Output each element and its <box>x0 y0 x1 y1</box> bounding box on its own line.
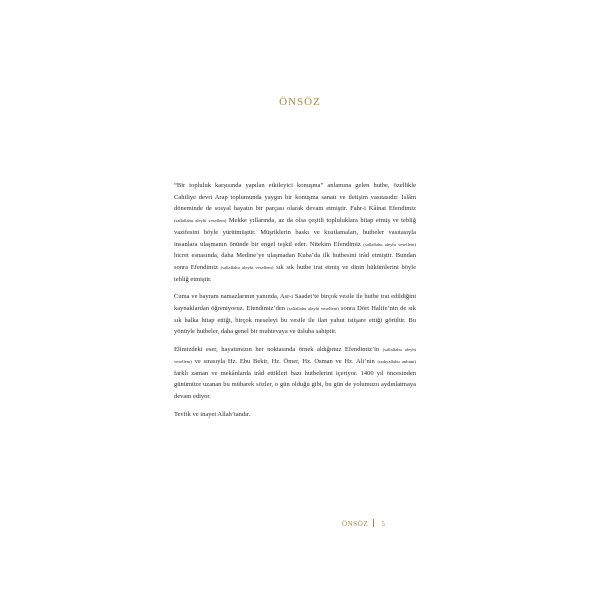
paragraph <box>174 409 416 421</box>
honorific-text: (sallallahu aleyhi vesellem) <box>174 218 227 224</box>
paragraph <box>174 291 416 338</box>
paragraph-text: “Bir topluluk karşısında yapılan etkileyici konuşma” anlamına gelen hutbe, özellikle Cahiliye devri Arap toplumunda yaygın bir konuşma sanatı ve iletişim vasıtasıdır. İslâm döneminde de sosyal hayatın bir parçası olarak devam etmiştir. Fahr-i Kâinat Efendimiz <box>174 182 416 213</box>
body-text <box>174 180 416 426</box>
honorific-text: (sallallahu aleyhi vesellem) <box>287 306 339 312</box>
paragraph <box>174 344 416 403</box>
paragraph-text: Elimizdeki eser, hayatımızın her noktasında örnek aldığımız Efendimiz’in <box>174 346 383 354</box>
paragraph-text: Cuma ve bayram namazlarının yanında, Asr-ı Saadet’te birçok vesile ile hutbe irat edildiğini kaynaklardan öğreniyoruz. Efendimiz’den <box>174 293 416 313</box>
footer-section-label: ÖNSÖZ <box>342 520 369 528</box>
paragraph-text: sık sık hutbe irat etmiş ve dinin hükümlerini böyle tebliğ etmiştir. <box>174 263 417 283</box>
paragraph-text: Tevfik ve inayet Allah’tandır. <box>174 410 251 418</box>
honorific-text: (radıyallahu anhüm) <box>377 358 416 364</box>
footer-divider <box>373 519 374 527</box>
paragraph-text: ve sırasıyla Hz. Ebu Bekir, Hz. Ömer, Hz. Osman ve Hz. Ali’nin <box>191 357 378 365</box>
honorific-text: (sallallahu aleyhi vesellem) <box>363 241 416 247</box>
honorific-text: (sallallahu aleyhi vesellem) <box>174 347 416 364</box>
paragraph-text: hicret esnasında, daha Medine’ye ulaşmadan Kuba’da ilk hutbesini irâd etmiştir. Bundan sonra Efendimiz <box>174 252 416 271</box>
paragraph <box>174 180 416 285</box>
page-number: 5 <box>381 520 386 528</box>
paragraph-text: Mekke yıllarında, az da olsa çeşitli topluluklara hitap etmiş ve tebliğ vazifesini böyle yürütmüştür. Müşriklerin baskı ve kısıtlamaları, hutbeler vasıtasıyla insanlara ulaşmanın önünde bir engel teşkil eder. Nitekim Efendimiz <box>174 217 416 248</box>
paragraph-text: sonra Dört Halife’nin de sık sık halka hitap ettiği, birçok meseleyi bu vesile ile ilan yahut istişare ettiği görülür. Bu yönüyle hutbeler, daha genel bir muhtevaya ve üsluba sahiptir. <box>174 305 416 336</box>
page-footer <box>342 519 385 528</box>
page-title: ÖNSÖZ <box>279 96 321 108</box>
paragraph-text: farklı zaman ve mekânlarda irâd ettikleri bazı hutbelerini içeriyor. 1400 yıl öncesinden günümüze uzanan bu mübarek sözler, o gün olduğu gibi, bu gün de yolumuzu aydınlatmaya devam ediyor. <box>174 369 416 400</box>
honorific-text: (sallallahu aleyhi vesellem) <box>220 264 274 270</box>
